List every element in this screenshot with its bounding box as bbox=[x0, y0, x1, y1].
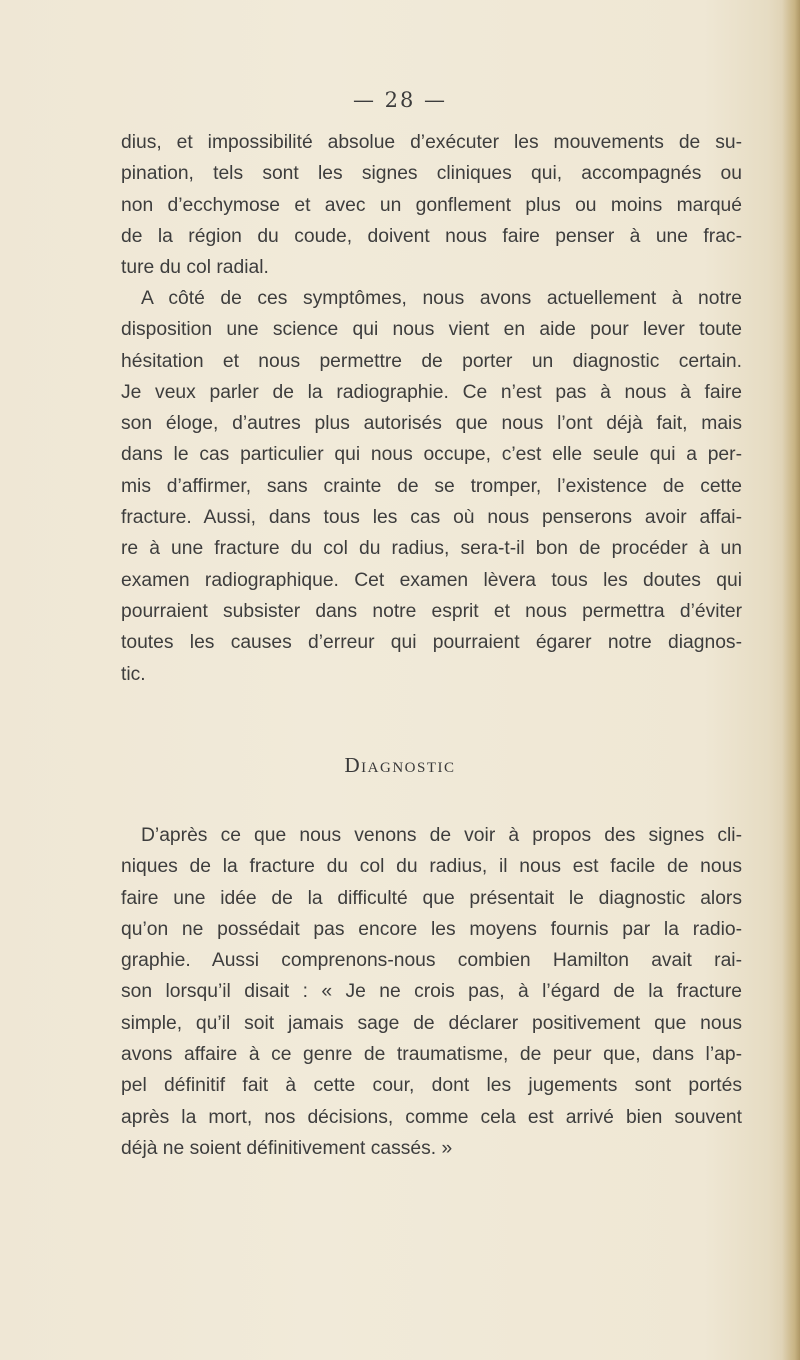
text-line: après la mort, nos décisions, comme cela est arrivé bien souvent bbox=[121, 1106, 742, 1128]
text-line: graphie. Aussi comprenons-nous combien Hamilton avait rai- bbox=[121, 950, 742, 972]
text-line: fracture. Aussi, dans tous les cas où nous penserons avoir affai- bbox=[121, 507, 742, 529]
paragraph-3 bbox=[121, 820, 742, 1164]
text-line: Je veux parler de la radiographie. Ce n’est pas à nous à faire bbox=[121, 381, 742, 403]
text-line: avons affaire à ce genre de traumatisme, de peur que, dans l’ap- bbox=[121, 1044, 742, 1066]
text-line: simple, qu’il soit jamais sage de déclarer positivement que nous bbox=[121, 1012, 742, 1034]
text-line: disposition une science qui nous vient en aide pour lever toute bbox=[121, 319, 742, 341]
text-line: re à une fracture du col du radius, sera-t-il bon de procéder à un bbox=[121, 538, 742, 560]
paragraph-1 bbox=[121, 127, 742, 283]
text-line: son lorsqu’il disait : « Je ne crois pas, à l’égard de la fracture bbox=[121, 981, 742, 1003]
text-line: dans le cas particulier qui nous occupe, c’est elle seule qui a per- bbox=[121, 444, 742, 466]
text-line: toutes les causes d’erreur qui pourraient égarer notre diagnos- bbox=[121, 632, 742, 654]
page-number: — 28 — bbox=[352, 88, 448, 112]
text-line: pourraient subsister dans notre esprit et nous permettra d’éviter bbox=[121, 600, 742, 622]
page-edge-shadow bbox=[782, 0, 800, 1360]
text-line: A côté de ces symptômes, nous avons actuellement à notre bbox=[141, 288, 742, 309]
text-line: ture du col radial. bbox=[121, 257, 269, 279]
text-line: déjà ne soient définitivement cassés. » bbox=[121, 1137, 453, 1159]
text-line: mis d’affirmer, sans crainte de se tromper, l’existence de cette bbox=[121, 475, 742, 497]
text-line: faire une idée de la difficulté que présentait le diagnostic alors bbox=[121, 887, 742, 909]
text-line: dius, et impossibilité absolue d’exécuter les mouvements de su- bbox=[121, 132, 742, 153]
text-line: niques de la fracture du col du radius, il nous est facile de nous bbox=[121, 856, 742, 878]
text-line: qu’on ne possédait pas encore les moyens fournis par la radio- bbox=[121, 918, 742, 940]
text-line: de la région du coude, doivent nous faire penser à une frac- bbox=[121, 225, 742, 247]
text-line: son éloge, d’autres plus autorisés que nous l’ont déjà fait, mais bbox=[121, 413, 742, 435]
text-line: hésitation et nous permettre de porter un diagnostic certain. bbox=[121, 350, 742, 372]
section-heading: Diagnostic bbox=[344, 753, 456, 777]
paragraph-2 bbox=[121, 283, 742, 690]
text-line: D’après ce que nous venons de voir à propos des signes cli- bbox=[141, 825, 742, 846]
text-line: examen radiographique. Cet examen lèvera tous les doutes qui bbox=[121, 569, 742, 591]
text-line: tic. bbox=[121, 663, 146, 685]
text-line: non d’ecchymose et avec un gonflement plus ou moins marqué bbox=[121, 194, 742, 216]
text-line: pination, tels sont les signes cliniques qui, accompagnés ou bbox=[121, 163, 742, 185]
text-line: pel définitif fait à cette cour, dont les jugements sont portés bbox=[121, 1075, 742, 1097]
